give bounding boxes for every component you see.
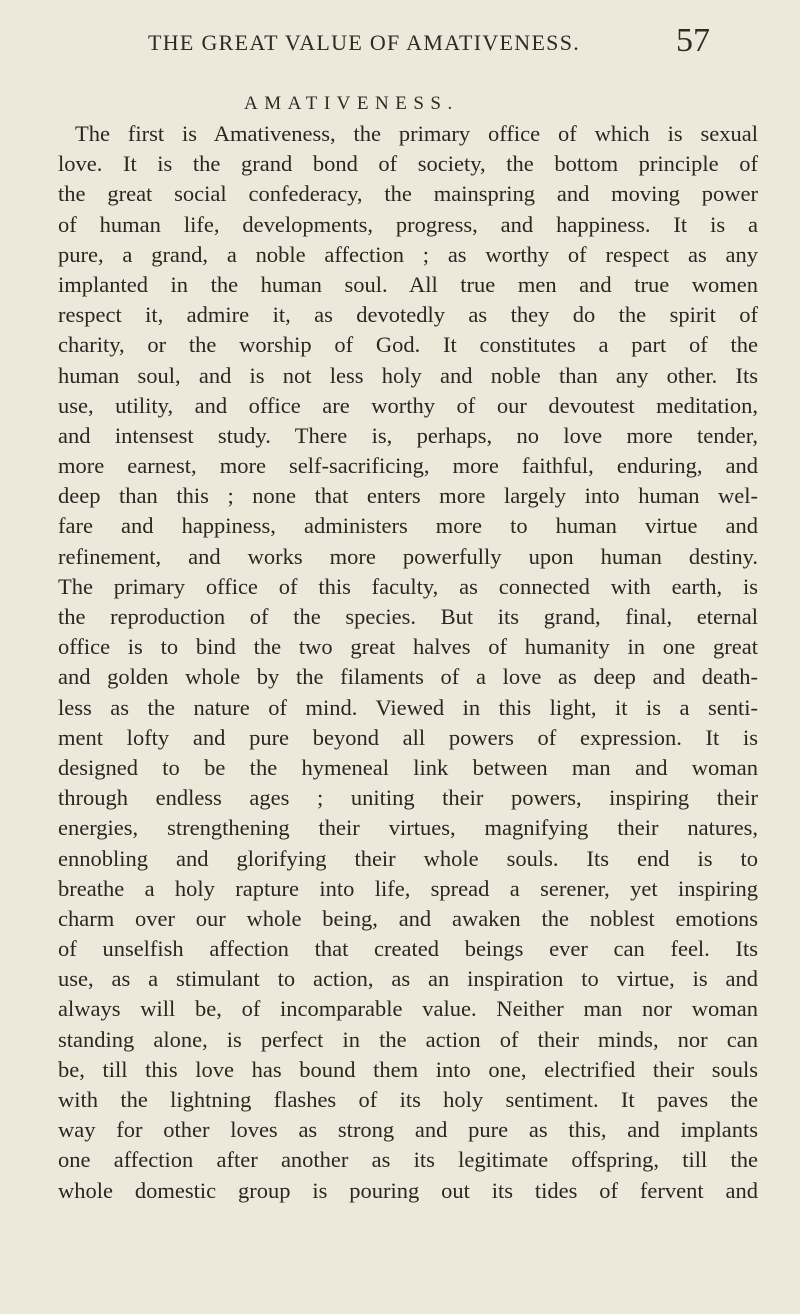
- text-line: use, as a stimulant to action, as an inspiration to virtue, is and: [58, 966, 758, 992]
- text-line: energies, strengthening their virtues, magnifying their natures,: [58, 815, 758, 841]
- text-line: always will be, of incomparable value. Neither man nor woman: [58, 996, 758, 1022]
- text-line: of human life, developments, progress, and happiness. It is a: [58, 211, 758, 237]
- text-line: standing alone, is perfect in the action of their minds, nor can: [58, 1026, 758, 1052]
- running-title: THE GREAT VALUE OF AMATIVENESS.: [148, 30, 581, 55]
- text-line: one affection after another as its legitimate offspring, till the: [58, 1147, 758, 1173]
- text-line: whole domestic group is pouring out its tides of fervent and: [58, 1177, 758, 1203]
- text-line: deep than this ; none that enters more largely into human wel-: [58, 483, 758, 509]
- text-line: pure, a grand, a noble affection ; as worthy of respect as any: [58, 241, 758, 267]
- text-line: The primary office of this faculty, as connected with earth, is: [58, 573, 758, 599]
- text-line: with the lightning flashes of its holy sentiment. It paves the: [58, 1087, 758, 1112]
- text-line: charm over our whole being, and awaken the noblest emotions: [58, 905, 758, 931]
- text-line: breathe a holy rapture into life, spread a serener, yet inspiring: [58, 875, 758, 901]
- text-line: human soul, and is not less holy and noble than any other. Its: [58, 362, 758, 388]
- text-line: through endless ages ; uniting their powers, inspiring their: [58, 785, 758, 811]
- text-line: office is to bind the two great halves of humanity in one great: [58, 634, 758, 660]
- text-line: use, utility, and office are worthy of our devoutest meditation,: [58, 392, 758, 418]
- text-line: more earnest, more self-sacrificing, more faithful, enduring, and: [58, 453, 758, 479]
- text-line: fare and happiness, administers more to human virtue and: [58, 513, 758, 539]
- text-line: respect it, admire it, as devotedly as they do the spirit of: [58, 302, 758, 328]
- text-line: and intensest study. There is, perhaps, no love more tender,: [58, 422, 758, 448]
- text-line: ennobling and glorifying their whole souls. Its end is to: [58, 845, 758, 871]
- body-paragraph: [58, 119, 758, 1206]
- text-line: designed to be the hymeneal link between man and woman: [58, 754, 758, 780]
- section-heading: AMATIVENESS.: [244, 93, 459, 114]
- text-line: implanted in the human soul. All true men and true women: [58, 271, 758, 297]
- text-line: The first is Amativeness, the primary office of which is sexual: [75, 121, 758, 146]
- text-line: and golden whole by the filaments of a love as deep and death-: [58, 664, 758, 690]
- text-line: charity, or the worship of God. It constitutes a part of the: [58, 332, 758, 358]
- text-line: refinement, and works more powerfully upon human destiny.: [58, 543, 758, 569]
- text-line: ment lofty and pure beyond all powers of expression. It is: [58, 724, 758, 750]
- text-line: be, till this love has bound them into one, electrified their souls: [58, 1056, 758, 1082]
- text-line: of unselfish affection that created beings ever can feel. Its: [58, 936, 758, 962]
- text-line: less as the nature of mind. Viewed in this light, it is a senti-: [58, 694, 758, 720]
- page-number: 57: [676, 22, 710, 59]
- text-line: the great social confederacy, the mainspring and moving power: [58, 181, 758, 207]
- text-line: love. It is the grand bond of society, the bottom principle of: [58, 151, 758, 177]
- text-line: the reproduction of the species. But its grand, final, eternal: [58, 604, 758, 629]
- text-line: way for other loves as strong and pure as this, and implants: [58, 1117, 758, 1143]
